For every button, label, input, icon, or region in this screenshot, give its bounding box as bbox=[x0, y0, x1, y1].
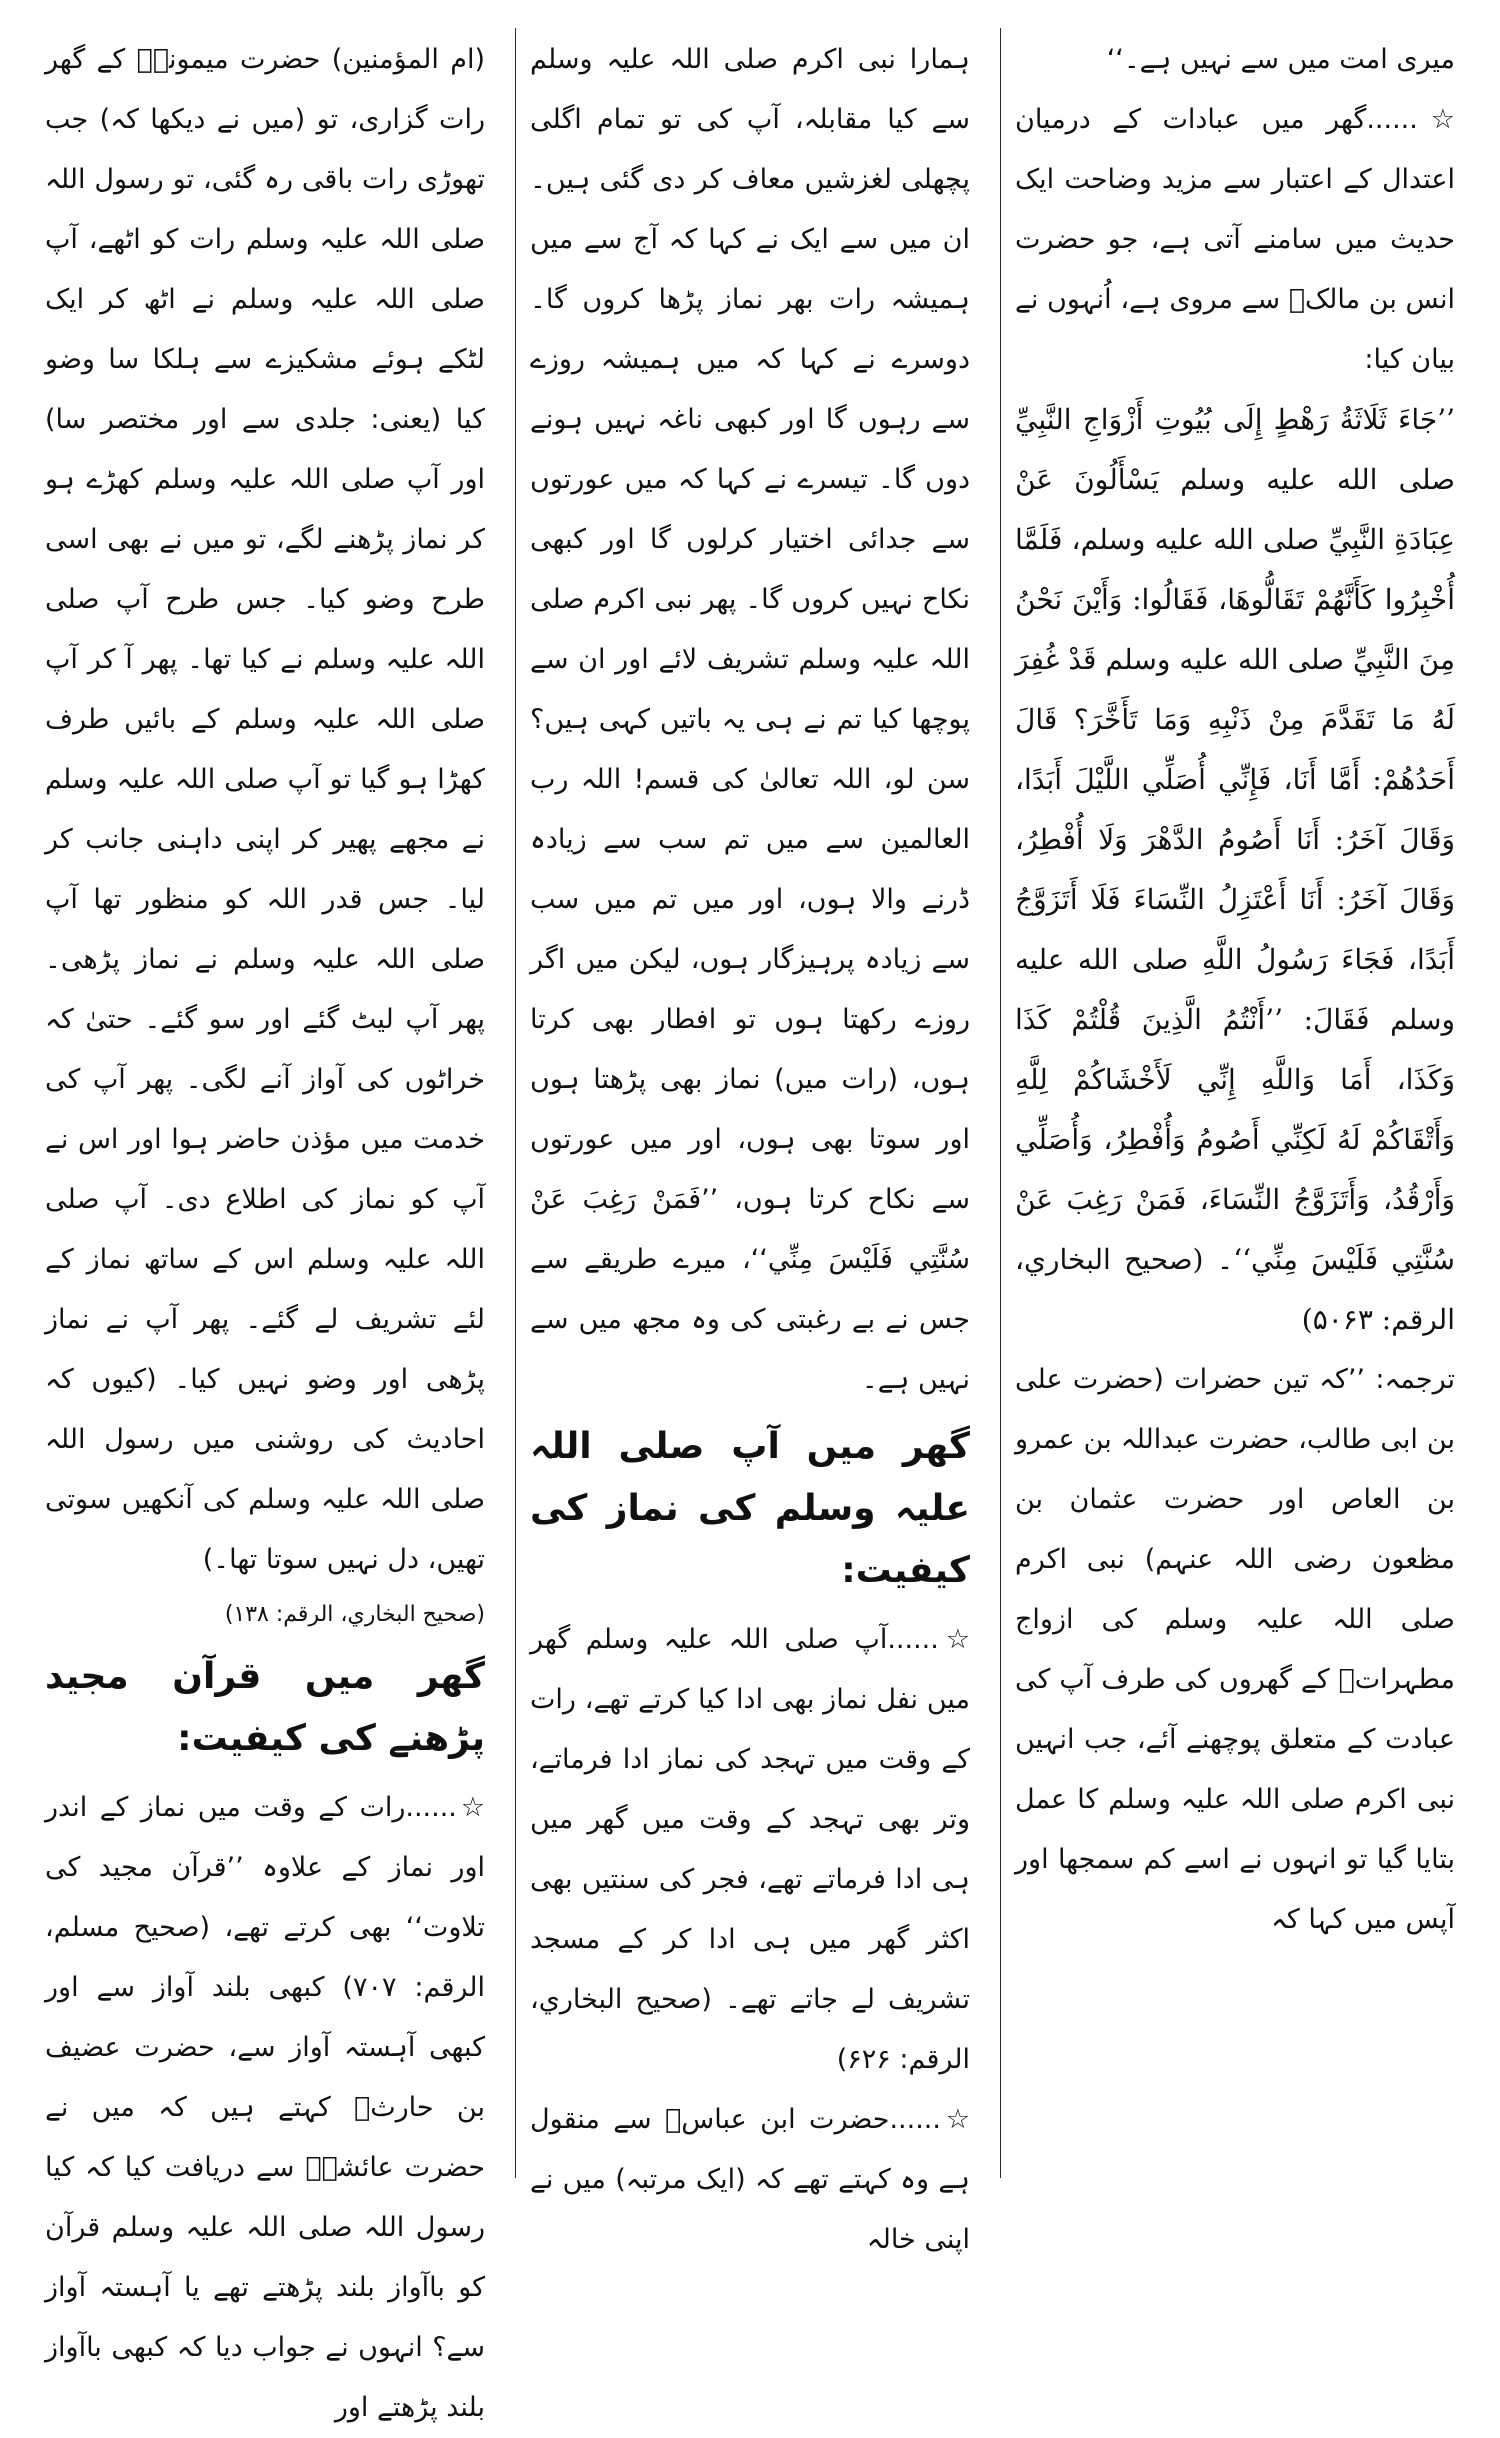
column-divider bbox=[515, 28, 516, 2178]
paragraph: ☆......رات کے وقت میں نماز کے اندر اور نماز کے علاوہ ’’قرآن مجید کی تلاوت‘‘ بھی کرتے تھے، (صحیح مسلم، الرقم: ۷۰۷) کبھی بلند آواز سے اور کبھی آہستہ آواز سے، حضرت عضیف بن حارثؓ کہتے ہیں کہ میں نے حضرت عائشہؓ سے دریافت کیا کہ کیا رسول اللہ صلی اللہ علیہ وسلم قرآن کو باآواز بلند پڑھتے تھے یا آہستہ آواز سے؟ انہوں نے جواب دیا کہ کبھی باآواز بلند پڑھتے اور bbox=[45, 1792, 485, 2423]
translation-paragraph: ترجمہ: ’’کہ تین حضرات (حضرت علی بن ابی طالب، حضرت عبداللہ بن عمرو بن العاص اور حضرت عثمان بن مظعون رضی اللہ عنہم) نبی اکرم صلی اللہ علیہ وسلم کی ازواج مطہراتؓ کے گھروں کی طرف آپ کی عبادت کے متعلق پوچھنے آئے، جب انہیں نبی اکرم صلی اللہ علیہ وسلم کا عمل بتایا گیا تو انہوں نے اسے کم سمجھا اور آپس میں کہا کہ bbox=[1015, 1364, 1455, 1935]
text-column-right bbox=[1015, 30, 1455, 2180]
paragraph: میری امت میں سے نہیں ہے۔‘‘ bbox=[1106, 44, 1455, 75]
arabic-hadith-text: ’’جَاءَ ثَلَاثَةُ رَهْطٍ إِلَى بُيُوتِ أَزْوَاجِ النَّبِيِّ صلى الله عليه وسلم يَسْأَلُونَ عَنْ عِبَادَةِ النَّبِيِّ صلى الله عليه وسلم، فَلَمَّا أُخْبِرُوا كَأَنَّهُمْ تَقَالُّوهَا، فَقَالُوا: وَأَيْنَ نَحْنُ مِنَ النَّبِيِّ صلى الله عليه وسلم قَدْ غُفِرَ لَهُ مَا تَقَدَّمَ مِنْ ذَنْبِهِ وَمَا تَأَخَّرَ؟ قَالَ أَحَدُهُمْ: أَمَّا أَنَا، فَإِنِّي أُصَلِّي اللَّيْلَ أَبَدًا، وَقَالَ آخَرُ: أَنَا أَصُومُ الدَّهْرَ وَلَا أُفْطِرُ، وَقَالَ آخَرُ: أَنَا أَعْتَزِلُ النِّسَاءَ فَلَا أَتَزَوَّجُ أَبَدًا، فَجَاءَ رَسُولُ اللَّهِ صلى الله عليه وسلم فَقَالَ: ’’أَنْتُمُ الَّذِينَ قُلْتُمْ كَذَا وَكَذَا، أَمَا وَاللَّهِ إِنِّي لَأَخْشَاكُمْ لِلَّهِ وَأَتْقَاكُمْ لَهُ لَكِنِّي أَصُومُ وَأُفْطِرُ، وَأُصَلِّي وَأَرْقُدُ، وَأَتَزَوَّجُ النِّسَاءَ، فَمَنْ رَغِبَ عَنْ سُنَّتِي فَلَيْسَ مِنِّي‘‘۔ (صحیح البخاري، الرقم: ۵۰۶۳) bbox=[1015, 403, 1455, 1336]
section-heading: گھر میں آپ صلی اللہ علیہ وسلم کی نماز کی کیفیت: bbox=[530, 1426, 970, 1591]
paragraph: (ام المؤمنین) حضرت میمونہؓ کے گھر رات گزاری، تو (میں نے دیکھا کہ) جب تھوڑی رات باقی رہ گئی، تو رسول اللہ صلی اللہ علیہ وسلم رات کو اٹھے، آپ صلی اللہ علیہ وسلم نے اٹھ کر ایک لٹکے ہوئے مشکیزے سے ہلکا سا وضو کیا (یعنی: جلدی سے اور مختصر سا) اور آپ صلی اللہ علیہ وسلم کھڑے ہو کر نماز پڑھنے لگے، تو میں نے بھی اسی طرح وضو کیا۔ جس طرح آپ صلی اللہ علیہ وسلم نے کیا تھا۔ پھر آ کر آپ صلی اللہ علیہ وسلم کے بائیں طرف کھڑا ہو گیا تو آپ صلی اللہ علیہ وسلم نے مجھے پھیر کر اپنی داہنی جانب کر لیا۔ جس قدر اللہ کو منظور تھا آپ صلی اللہ علیہ وسلم نے نماز پڑھی۔ پھر آپ لیٹ گئے اور سو گئے۔ حتیٰ کہ خراٹوں کی آواز آنے لگی۔ پھر آپ کی خدمت میں مؤذن حاضر ہوا اور اس نے آپ کو نماز کی اطلاع دی۔ آپ صلی اللہ علیہ وسلم اس کے ساتھ نماز کے لئے تشریف لے گئے۔ پھر آپ نے نماز پڑھی اور وضو نہیں کیا۔ (کیوں کہ احادیث کی روشنی میں رسول اللہ صلی اللہ علیہ وسلم کی آنکھیں سوتی تھیں، دل نہیں سوتا تھا۔) bbox=[45, 44, 485, 1575]
paragraph: ☆......حضرت ابن عباسؓ سے منقول ہے وہ کہتے تھے کہ (ایک مرتبہ) میں نے اپنی خالہ bbox=[530, 2104, 970, 2255]
paragraph: ☆......آپ صلی اللہ علیہ وسلم گھر میں نفل نماز بھی ادا کیا کرتے تھے، رات کے وقت میں تہجد کی نماز ادا فرماتے، وتر بھی تہجد کے وقت میں گھر میں ہی ادا فرماتے تھے، فجر کی سنتیں بھی اکثر گھر میں ہی ادا کر کے مسجد تشریف لے جاتے تھے۔ (صحیح البخاري، الرقم: ۶۲۶) bbox=[530, 1624, 970, 2075]
paragraph: ☆......گھر میں عبادات کے درمیان اعتدال کے اعتبار سے مزید وضاحت ایک حدیث میں سامنے آتی ہے، جو حضرت انس بن مالکؓ سے مروی ہے، اُنہوں نے بیان کیا: bbox=[1015, 104, 1455, 375]
paragraph: ہمارا نبی اکرم صلی اللہ علیہ وسلم سے کیا مقابلہ، آپ کی تو تمام اگلی پچھلی لغزشیں معاف کر دی گئی ہیں۔ ان میں سے ایک نے کہا کہ آج سے میں ہمیشہ رات بھر نماز پڑھا کروں گا۔ دوسرے نے کہا کہ میں ہمیشہ روزے سے رہوں گا اور کبھی ناغہ نہیں ہونے دوں گا۔ تیسرے نے کہا کہ میں عورتوں سے جدائی اختیار کرلوں گا اور کبھی نکاح نہیں کروں گا۔ پھر نبی اکرم صلی اللہ علیہ وسلم تشریف لائے اور ان سے پوچھا کیا تم نے ہی یہ باتیں کہی ہیں؟ سن لو، اللہ تعالیٰ کی قسم! اللہ رب العالمین سے میں تم سب سے زیادہ ڈرنے والا ہوں، اور میں تم میں سب سے زیادہ پرہیزگار ہوں، لیکن میں اگر روزے رکھتا ہوں تو افطار بھی کرتا ہوں، (رات میں) نماز بھی پڑھتا ہوں اور سوتا بھی ہوں، اور میں عورتوں سے نکاح کرتا ہوں، ’’فَمَنْ رَغِبَ عَنْ سُنَّتِي فَلَيْسَ مِنِّي‘‘، میرے طریقے سے جس نے بے رغبتی کی وہ مجھ میں سے نہیں ہے۔ bbox=[530, 44, 970, 1395]
column-divider bbox=[1000, 28, 1001, 2178]
text-column-left bbox=[45, 30, 485, 2423]
section-heading: گھر میں قرآن مجید پڑھنے کی کیفیت: bbox=[45, 1656, 485, 1759]
reference-citation: (صحیح البخاري، الرقم: ۱۳۸) bbox=[224, 1602, 485, 1627]
text-column-middle bbox=[530, 30, 970, 2255]
